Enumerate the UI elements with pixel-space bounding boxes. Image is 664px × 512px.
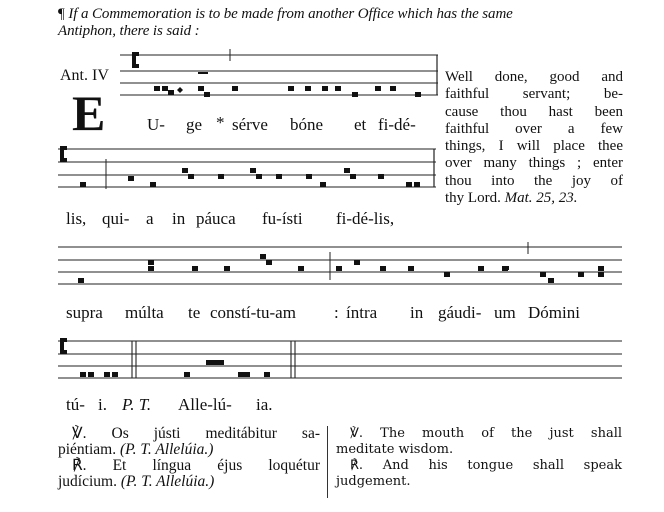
- response-symbol: ℟.: [72, 457, 87, 474]
- lyric-syllable: te: [188, 303, 201, 322]
- rubric-text: [58, 6, 638, 40]
- lyric-syllable: sérve: [232, 115, 268, 134]
- scripture-reference: Mat. 25, 23.: [504, 190, 578, 207]
- versicle-latin: [58, 426, 320, 490]
- translation-line: cause thou hast been: [445, 103, 623, 120]
- lyric-syllable: Alle-lú-: [178, 395, 232, 414]
- chant-staff-2: [58, 146, 438, 198]
- lyric-syllable: tú-: [66, 395, 85, 414]
- english-v-line-2: meditate wisdom.: [336, 442, 454, 457]
- lyric-syllable: constí-tu-am: [210, 303, 296, 322]
- lyric-syllable: fi-dé-: [378, 115, 416, 134]
- lyric-syllable: múlta: [125, 303, 164, 322]
- english-v-text-1: The mouth of the just shall: [380, 426, 623, 441]
- latin-r-line-1: [58, 458, 320, 474]
- lyric-syllable: bóne: [290, 115, 324, 134]
- lyric-syllable: in: [410, 303, 424, 322]
- translation-line: faithful servant; be-: [445, 86, 623, 103]
- translation-line: things, I will place thee: [445, 138, 623, 155]
- lyric-syllable: gáudi-: [438, 303, 482, 322]
- lyric-syllable: supra: [66, 303, 103, 322]
- latin-r-paschal: (P. T. Allelúia.): [120, 473, 215, 490]
- versicle-symbol: ℣.: [72, 425, 87, 442]
- chant-staff-3: [58, 244, 624, 294]
- lyric-syllable: páuca: [196, 209, 236, 228]
- lyric-syllable: U-: [147, 115, 165, 134]
- lyric-syllable: um: [494, 303, 516, 322]
- lyric-syllable: fu-ísti: [262, 209, 303, 228]
- chant-staff-4: [58, 338, 624, 386]
- latin-v-paschal: (P. T. Allelúia.): [120, 441, 214, 458]
- versicle-english: [336, 426, 622, 490]
- lyric-syllable: a: [146, 209, 154, 228]
- chant-staff-1: [120, 52, 440, 104]
- lyric-syllable: qui-: [102, 209, 130, 228]
- translation-text: [445, 69, 623, 207]
- translation-line: Well done, good and: [445, 69, 623, 85]
- latin-v-line-2: [58, 442, 320, 458]
- english-r-line-1: [336, 458, 622, 474]
- translation-last-line: [445, 190, 623, 207]
- lyric-syllable: in: [172, 209, 186, 228]
- lyric-syllable: fi-dé-lis,: [336, 209, 395, 228]
- rubric-line-1: If a Commemoration is to be made from another Office which has the same: [68, 6, 513, 22]
- lyric-syllable: ge: [186, 115, 203, 134]
- column-divider: [327, 426, 328, 498]
- translation-line: faithful over a few: [445, 120, 623, 137]
- lyric-syllable: lis,: [66, 209, 87, 228]
- latin-v-text-1: Os jústi meditábitur sa-: [111, 425, 320, 442]
- english-v-line-1: [336, 426, 622, 442]
- rubric-line-2: Antiphon, there is said :: [58, 23, 200, 39]
- lyric-syllable: :: [334, 303, 339, 322]
- lyric-syllable: ia.: [256, 395, 273, 414]
- antiphon-initial: E: [72, 85, 106, 141]
- antiphon-mode-label: Ant. IV: [60, 67, 109, 84]
- lyric-syllable: et: [354, 115, 367, 134]
- translation-last-text: thy Lord.: [445, 190, 501, 207]
- english-r-line-2: judgement.: [336, 474, 411, 489]
- latin-r-text-2: judícium.: [58, 473, 117, 490]
- paschal-time-abbrev: P. T.: [122, 395, 152, 414]
- lyric-syllable: Dómini: [528, 303, 580, 322]
- latin-v-line-1: [58, 426, 320, 442]
- response-symbol: ℟.: [350, 458, 364, 473]
- lyric-syllable: i.: [98, 395, 107, 414]
- lyric-syllable: íntra: [346, 303, 378, 322]
- latin-r-line-2: [58, 474, 320, 490]
- english-r-text-1: And his tongue shall speak: [382, 458, 622, 473]
- pilcrow-symbol: ¶: [58, 6, 65, 22]
- translation-line: thou into the joy of: [445, 172, 623, 189]
- latin-v-text-2: piéntiam.: [58, 441, 117, 458]
- latin-r-text-1: Et língua éjus loquétur: [112, 457, 320, 474]
- versicle-symbol: ℣.: [350, 426, 364, 441]
- translation-line: over many things ; enter: [445, 155, 623, 172]
- lyric-asterisk: *: [216, 113, 225, 132]
